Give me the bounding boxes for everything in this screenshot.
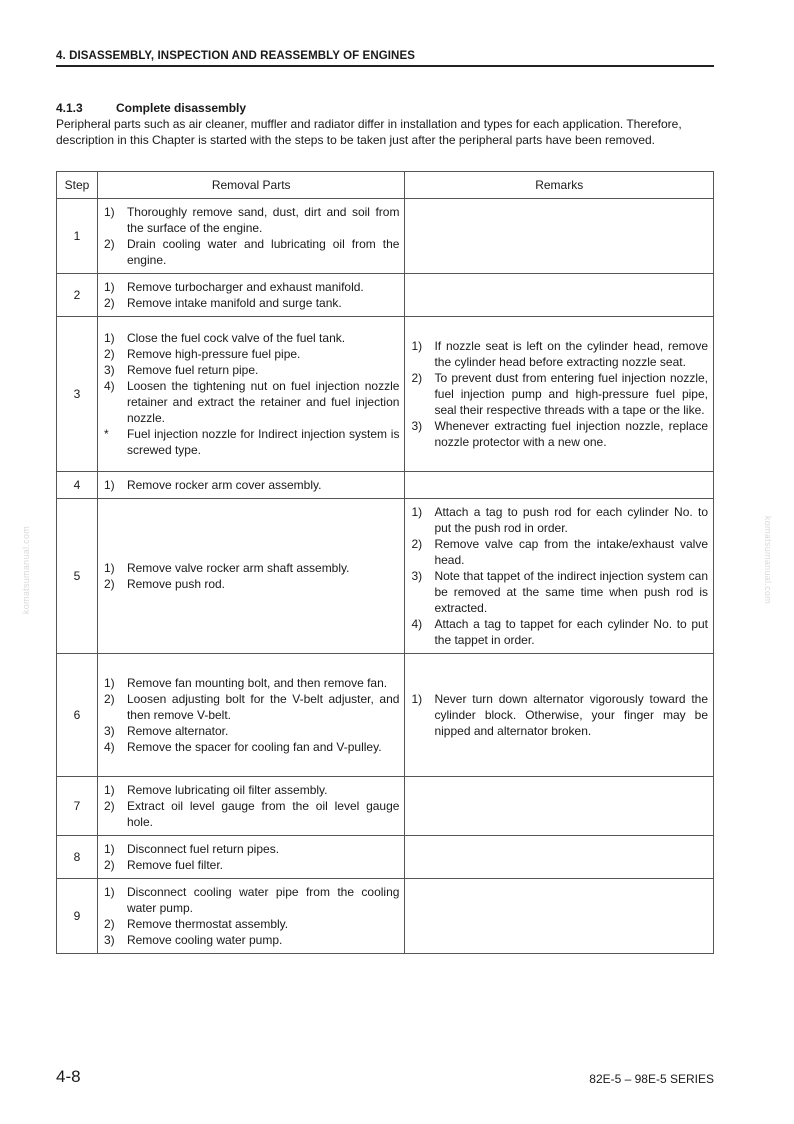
step-number: 7 bbox=[57, 777, 98, 836]
remark-item bbox=[411, 616, 708, 648]
item-marker: * bbox=[103, 427, 109, 441]
item-text: Remove intake manifold and surge tank. bbox=[126, 296, 342, 310]
remarks-cell bbox=[405, 654, 714, 777]
item-text: If nozzle seat is left on the cylinder head, remove the cylinder head before extracting nozzle seat. bbox=[434, 339, 708, 369]
item-text: Remove valve cap from the intake/exhaust valve head. bbox=[434, 537, 708, 567]
disassembly-table bbox=[56, 171, 714, 954]
table-row bbox=[57, 317, 714, 472]
removal-part-item bbox=[104, 782, 400, 798]
chapter-header bbox=[56, 49, 714, 67]
item-text: Disconnect cooling water pipe from the cooling water pump. bbox=[126, 885, 400, 915]
item-marker: 2) bbox=[411, 371, 423, 385]
item-text: Thoroughly remove sand, dust, dirt and soil from the surface of the engine. bbox=[126, 205, 400, 235]
item-text: Remove lubricating oil filter assembly. bbox=[126, 783, 328, 797]
removal-parts-cell bbox=[97, 199, 405, 274]
item-marker: 1) bbox=[103, 331, 115, 345]
item-text: Remove fan mounting bolt, and then remove fan. bbox=[126, 676, 388, 690]
removal-parts-cell bbox=[97, 472, 405, 499]
series-label: 82E-5 – 98E-5 SERIES bbox=[589, 1072, 714, 1086]
remarks-cell bbox=[405, 472, 714, 499]
section-heading bbox=[56, 100, 714, 116]
item-text: Attach a tag to tappet for each cylinder No. to put the tappet in order. bbox=[434, 617, 708, 647]
item-marker: 1) bbox=[103, 280, 115, 294]
item-marker: 1) bbox=[411, 692, 423, 706]
removal-parts-cell bbox=[97, 836, 405, 879]
removal-part-item bbox=[104, 739, 400, 755]
header-remarks: Remarks bbox=[405, 172, 714, 199]
removal-parts-cell bbox=[97, 654, 405, 777]
remark-item bbox=[411, 536, 708, 568]
removal-part-item bbox=[104, 932, 400, 948]
step-number: 2 bbox=[57, 274, 98, 317]
item-marker: 4) bbox=[103, 740, 115, 754]
removal-part-item bbox=[104, 362, 400, 378]
item-text: Extract oil level gauge from the oil level gauge hole. bbox=[126, 799, 400, 829]
table-row bbox=[57, 879, 714, 954]
remarks-cell bbox=[405, 199, 714, 274]
item-text: Remove turbocharger and exhaust manifold. bbox=[126, 280, 364, 294]
remark-item bbox=[411, 370, 708, 418]
section-intro: Peripheral parts such as air cleaner, muffler and radiator differ in installation and types for each application. Therefore, description in this Chapter is started with the steps to be taken just after the peripheral parts have been removed. bbox=[56, 117, 682, 147]
item-text: Close the fuel cock valve of the fuel tank. bbox=[126, 331, 346, 345]
item-text: Remove high-pressure fuel pipe. bbox=[126, 347, 301, 361]
removal-part-item bbox=[104, 560, 400, 576]
removal-part-item bbox=[104, 798, 400, 830]
item-marker: 1) bbox=[103, 842, 115, 856]
item-marker: 2) bbox=[411, 537, 423, 551]
removal-part-item bbox=[104, 279, 400, 295]
table-row bbox=[57, 777, 714, 836]
step-number: 8 bbox=[57, 836, 98, 879]
remark-item bbox=[411, 504, 708, 536]
remark-item bbox=[411, 338, 708, 370]
removal-parts-cell bbox=[97, 777, 405, 836]
item-text: Remove fuel filter. bbox=[126, 858, 223, 872]
table-row bbox=[57, 654, 714, 777]
removal-part-item bbox=[104, 841, 400, 857]
table-row bbox=[57, 472, 714, 499]
remarks-cell bbox=[405, 836, 714, 879]
section-title: Complete disassembly bbox=[116, 101, 247, 115]
item-text: Remove rocker arm cover assembly. bbox=[126, 478, 322, 492]
chapter-title: 4. DISASSEMBLY, INSPECTION AND REASSEMBLY OF ENGINES bbox=[56, 50, 416, 62]
item-marker: 3) bbox=[103, 724, 115, 738]
watermark-right: komatsumanual.com bbox=[763, 515, 773, 605]
table-row bbox=[57, 499, 714, 654]
item-marker: 2) bbox=[103, 296, 115, 310]
table-body bbox=[57, 199, 714, 954]
item-text: Loosen adjusting bolt for the V-belt adjuster, and then remove V-belt. bbox=[126, 692, 400, 722]
item-text: Disconnect fuel return pipes. bbox=[126, 842, 280, 856]
removal-part-item bbox=[104, 916, 400, 932]
item-marker: 4) bbox=[103, 379, 115, 393]
item-text: Fuel injection nozzle for Indirect injection system is screwed type. bbox=[126, 427, 400, 457]
removal-part-item bbox=[104, 691, 400, 723]
remarks-cell bbox=[405, 317, 714, 472]
remarks-cell bbox=[405, 777, 714, 836]
item-marker: 1) bbox=[103, 561, 115, 575]
item-marker: 2) bbox=[103, 858, 115, 872]
removal-parts-cell bbox=[97, 499, 405, 654]
item-marker: 1) bbox=[103, 676, 115, 690]
item-marker: 3) bbox=[411, 569, 423, 583]
item-marker: 1) bbox=[103, 885, 115, 899]
item-text: Remove the spacer for cooling fan and V-pulley. bbox=[126, 740, 382, 754]
step-number: 4 bbox=[57, 472, 98, 499]
removal-part-item bbox=[104, 378, 400, 426]
removal-part-item bbox=[104, 477, 400, 493]
header-step: Step bbox=[57, 172, 98, 199]
item-text: Remove alternator. bbox=[126, 724, 229, 738]
item-text: Loosen the tightening nut on fuel injection nozzle retainer and extract the retainer and fuel injection nozzle. bbox=[126, 379, 400, 425]
item-marker: 2) bbox=[103, 577, 115, 591]
remark-item bbox=[411, 691, 708, 739]
removal-part-item bbox=[104, 346, 400, 362]
page-number: 4-8 bbox=[56, 1067, 81, 1086]
remarks-cell bbox=[405, 499, 714, 654]
removal-part-item bbox=[104, 330, 400, 346]
item-marker: 1) bbox=[103, 205, 115, 219]
removal-parts-cell bbox=[97, 879, 405, 954]
section-number: 4.1.3 bbox=[56, 101, 83, 115]
item-marker: 1) bbox=[411, 339, 423, 353]
watermark-left: komatsumanual.com bbox=[21, 525, 31, 615]
item-marker: 2) bbox=[103, 917, 115, 931]
item-text: Never turn down alternator vigorously toward the cylinder block. Otherwise, your finger may be nipped and alternator broken. bbox=[434, 692, 708, 738]
item-text: Remove push rod. bbox=[126, 577, 226, 591]
item-marker: 2) bbox=[103, 799, 115, 813]
removal-part-item bbox=[104, 426, 400, 458]
removal-part-item bbox=[104, 857, 400, 873]
item-text: Attach a tag to push rod for each cylinder No. to put the push rod in order. bbox=[434, 505, 708, 535]
item-marker: 2) bbox=[103, 237, 115, 251]
removal-part-item bbox=[104, 884, 400, 916]
remark-item bbox=[411, 418, 708, 450]
remarks-cell bbox=[405, 879, 714, 954]
item-text: To prevent dust from entering fuel injection nozzle, fuel injection pump and high-pressure fuel pipe, seal their respective threads with a tape or the like. bbox=[434, 371, 708, 417]
removal-part-item bbox=[104, 295, 400, 311]
step-number: 6 bbox=[57, 654, 98, 777]
item-text: Drain cooling water and lubricating oil from the engine. bbox=[126, 237, 400, 267]
item-text: Remove cooling water pump. bbox=[126, 933, 283, 947]
removal-part-item bbox=[104, 204, 400, 236]
item-marker: 3) bbox=[103, 363, 115, 377]
item-text: Whenever extracting fuel injection nozzle, replace nozzle protector with a new one. bbox=[434, 419, 708, 449]
removal-parts-cell bbox=[97, 274, 405, 317]
table-row bbox=[57, 274, 714, 317]
item-text: Remove valve rocker arm shaft assembly. bbox=[126, 561, 350, 575]
step-number: 3 bbox=[57, 317, 98, 472]
item-marker: 1) bbox=[103, 478, 115, 492]
item-marker: 1) bbox=[411, 505, 423, 519]
section-block bbox=[56, 100, 714, 148]
item-text: Remove thermostat assembly. bbox=[126, 917, 289, 931]
item-marker: 3) bbox=[103, 933, 115, 947]
header-removal-parts: Removal Parts bbox=[97, 172, 405, 199]
step-number: 9 bbox=[57, 879, 98, 954]
removal-part-item bbox=[104, 675, 400, 691]
removal-part-item bbox=[104, 236, 400, 268]
removal-parts-cell bbox=[97, 317, 405, 472]
item-marker: 1) bbox=[103, 783, 115, 797]
remarks-cell bbox=[405, 274, 714, 317]
step-number: 5 bbox=[57, 499, 98, 654]
item-text: Remove fuel return pipe. bbox=[126, 363, 259, 377]
item-marker: 3) bbox=[411, 419, 423, 433]
removal-part-item bbox=[104, 723, 400, 739]
table-row bbox=[57, 836, 714, 879]
table-row bbox=[57, 199, 714, 274]
item-marker: 2) bbox=[103, 347, 115, 361]
item-marker: 2) bbox=[103, 692, 115, 706]
removal-part-item bbox=[104, 576, 400, 592]
item-text: Note that tappet of the indirect injection system can be removed at the same time when push rod is extracted. bbox=[434, 569, 708, 615]
step-number: 1 bbox=[57, 199, 98, 274]
table-header-row bbox=[57, 172, 714, 199]
remark-item bbox=[411, 568, 708, 616]
item-marker: 4) bbox=[411, 617, 423, 631]
